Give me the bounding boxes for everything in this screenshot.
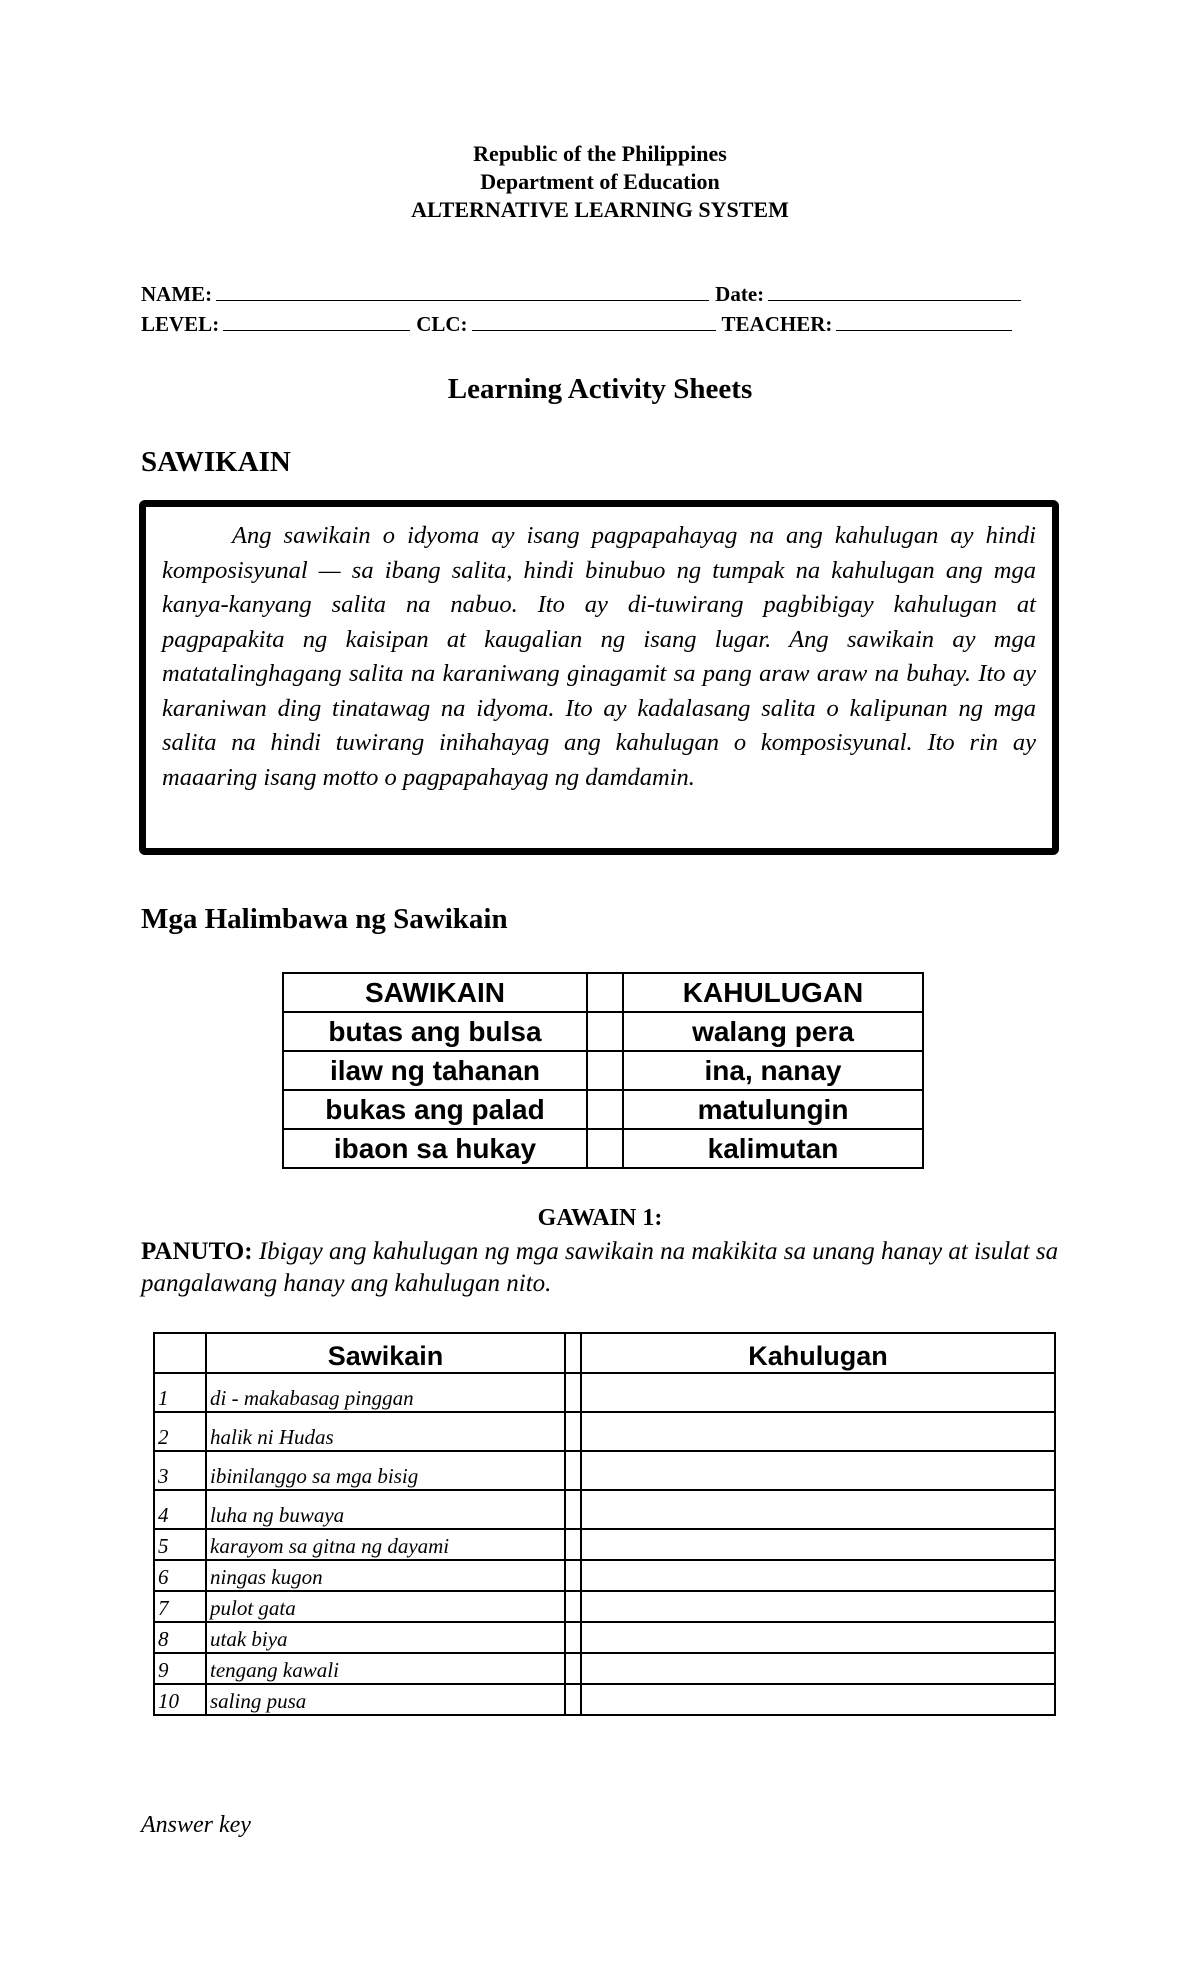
table-row [154, 1412, 1055, 1451]
row-sawikain: luha ng buwaya [206, 1490, 565, 1529]
examples-title: Mga Halimbawa ng Sawikain [141, 903, 508, 935]
header-republic: Republic of the Philippines [473, 141, 727, 166]
instructions-text: Ibigay ang kahulugan ng mga sawikain na makikita sa unang hanay at isulat sa pangalawang hanay ang kahulugan nito. [141, 1238, 1059, 1297]
page-title: Learning Activity Sheets [447, 373, 753, 405]
row-sawikain: karayom sa gitna ng dayami [206, 1529, 565, 1560]
row-number: 4 [154, 1490, 206, 1529]
row-number: 3 [154, 1451, 206, 1490]
row-number: 2 [154, 1412, 206, 1451]
table-row [154, 1490, 1055, 1529]
example-sawikain: butas ang bulsa [283, 1012, 587, 1051]
table-row [154, 1529, 1055, 1560]
date-label: Date: [715, 282, 765, 306]
student-info-fields [141, 279, 1041, 339]
row-number: 8 [154, 1622, 206, 1653]
examples-header-kahulugan: KAHULUGAN [623, 973, 923, 1012]
example-sawikain: ibaon sa hukay [283, 1129, 587, 1168]
row-sawikain: saling pusa [206, 1684, 565, 1715]
answer-key-label: Answer key [141, 1812, 251, 1838]
example-kahulugan: kalimutan [623, 1129, 923, 1168]
examples-spacer-cell [587, 1090, 623, 1129]
activity-spacer-cell [565, 1684, 581, 1715]
examples-spacer-cell [587, 1129, 623, 1168]
table-row [154, 1653, 1055, 1684]
example-kahulugan: ina, nanay [623, 1051, 923, 1090]
examples-spacer-cell [587, 973, 623, 1012]
table-row [283, 1051, 923, 1090]
activity-header-kahulugan: Kahulugan [581, 1333, 1055, 1373]
name-date-row [141, 279, 1041, 309]
section-title: SAWIKAIN [141, 446, 291, 478]
activity-spacer-cell [565, 1591, 581, 1622]
clc-field[interactable] [472, 310, 716, 331]
activity-title: GAWAIN 1: [537, 1205, 663, 1231]
row-number: 10 [154, 1684, 206, 1715]
table-row [154, 1684, 1055, 1715]
examples-header-sawikain: SAWIKAIN [283, 973, 587, 1012]
table-row [283, 1129, 923, 1168]
activity-spacer-cell [565, 1560, 581, 1591]
table-row [154, 1560, 1055, 1591]
activity-header-row [154, 1333, 1055, 1373]
row-sawikain: pulot gata [206, 1591, 565, 1622]
row-number: 6 [154, 1560, 206, 1591]
date-field[interactable] [768, 280, 1021, 301]
table-row [154, 1622, 1055, 1653]
row-sawikain: di - makabasag pinggan [206, 1373, 565, 1412]
row-number: 1 [154, 1373, 206, 1412]
answer-cell[interactable] [581, 1451, 1055, 1490]
level-field[interactable] [223, 310, 410, 331]
example-kahulugan: walang pera [623, 1012, 923, 1051]
teacher-label: TEACHER: [721, 312, 833, 336]
answer-cell[interactable] [581, 1529, 1055, 1560]
examples-table [282, 972, 924, 1169]
row-sawikain: utak biya [206, 1622, 565, 1653]
activity-spacer-cell [565, 1333, 581, 1373]
row-sawikain: ningas kugon [206, 1560, 565, 1591]
name-field[interactable] [216, 280, 709, 301]
header-program: ALTERNATIVE LEARNING SYSTEM [411, 197, 789, 222]
activity-spacer-cell [565, 1622, 581, 1653]
table-row [283, 1090, 923, 1129]
answer-cell[interactable] [581, 1373, 1055, 1412]
answer-cell[interactable] [581, 1653, 1055, 1684]
answer-cell[interactable] [581, 1591, 1055, 1622]
row-sawikain: halik ni Hudas [206, 1412, 565, 1451]
name-label: NAME: [141, 282, 213, 306]
row-sawikain: ibinilanggo sa mga bisig [206, 1451, 565, 1490]
clc-label: CLC: [416, 312, 468, 336]
row-number: 7 [154, 1591, 206, 1622]
header-department: Department of Education [480, 169, 720, 194]
activity-spacer-cell [565, 1653, 581, 1684]
document-header [0, 140, 1200, 224]
activity-table [153, 1332, 1056, 1716]
level-label: LEVEL: [141, 312, 220, 336]
examples-spacer-cell [587, 1051, 623, 1090]
activity-spacer-cell [565, 1412, 581, 1451]
example-sawikain: bukas ang palad [283, 1090, 587, 1129]
examples-spacer-cell [587, 1012, 623, 1051]
row-number: 5 [154, 1529, 206, 1560]
level-clc-teacher-row [141, 309, 1041, 339]
activity-header-sawikain: Sawikain [206, 1333, 565, 1373]
table-row [283, 1012, 923, 1051]
answer-cell[interactable] [581, 1490, 1055, 1529]
row-number: 9 [154, 1653, 206, 1684]
table-row [154, 1373, 1055, 1412]
activity-spacer-cell [565, 1451, 581, 1490]
activity-spacer-cell [565, 1490, 581, 1529]
answer-cell[interactable] [581, 1622, 1055, 1653]
answer-cell[interactable] [581, 1560, 1055, 1591]
instructions-label: PANUTO: [141, 1238, 253, 1265]
examples-header-row [283, 973, 923, 1012]
activity-spacer-cell [565, 1373, 581, 1412]
definition-box [139, 500, 1059, 855]
definition-text: Ang sawikain o idyoma ay isang pagpapahayag na ang kahulugan ay hindi komposisyunal — sa ibang salita, hindi binubuo ng tumpak na kahulugan ang mga kanya-kanyang salita na nabuo. Ito ay di-tuwirang pagbibigay kahulugan at pagpapakita ng kaisipan at kaugalian ng isang lugar. Ang sawikain ay mga matatalinghagang salita na karaniwang ginagamit sa pang araw araw na buhay. Ito ay karaniwan ding tinatawag na idyoma. Ito ay kadalasang salita o kalipunan ng mga salita na hindi tuwirang inihahayag ang kahulugan o komposisyunal. Ito rin ay maaaring isang motto o pagpapahayag ng damdamin. [162, 522, 1036, 791]
answer-cell[interactable] [581, 1684, 1055, 1715]
table-row [154, 1591, 1055, 1622]
instructions [141, 1236, 1061, 1300]
example-sawikain: ilaw ng tahanan [283, 1051, 587, 1090]
activity-header-number [154, 1333, 206, 1373]
example-kahulugan: matulungin [623, 1090, 923, 1129]
answer-cell[interactable] [581, 1412, 1055, 1451]
activity-spacer-cell [565, 1529, 581, 1560]
row-sawikain: tengang kawali [206, 1653, 565, 1684]
table-row [154, 1451, 1055, 1490]
teacher-field[interactable] [836, 310, 1012, 331]
